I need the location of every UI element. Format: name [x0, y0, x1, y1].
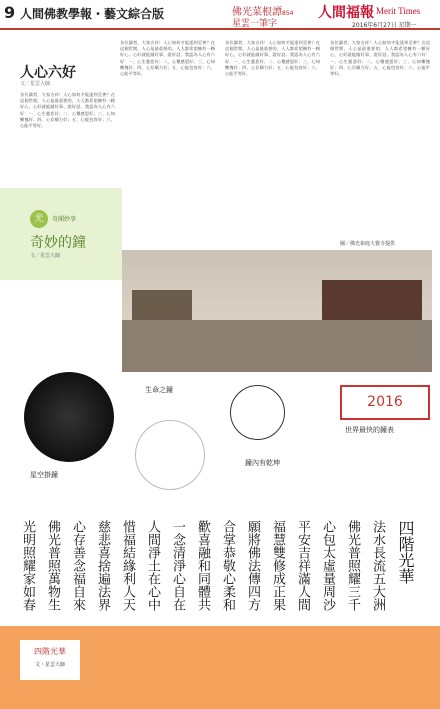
article-title: 人心六好 [20, 65, 76, 81]
column-author: 星雲一筆字 [232, 19, 278, 29]
clock1-title: 生命之鐘 [145, 386, 173, 394]
moon-clock [24, 372, 114, 462]
qiwen-title: 奇妙的鐘 [30, 235, 86, 251]
calligraphy-col: 惜福結緣利人天 [120, 520, 135, 611]
cal-number: 2016 [367, 394, 403, 410]
article-body-col3: 各位讀者，大家吉祥！人心如何才能達到至善？在這個世間，人心是最重要的，人人都希望擁有一顆好心，心好就能做好事、說好話。我認為人心有六好：一、心生慈悲好；二、心懷感恩好；三、心知慚愧好；四、心存願力好；五、心能包容好；六、心能平等好。 [225, 40, 320, 77]
photo-caption: 圖／佛光祖庭大覺寺提供 [340, 241, 396, 247]
temple-roof-shape [132, 290, 192, 320]
cal-title: 世界最快的鐘表 [345, 426, 394, 434]
article-author: 文／星雲大師 [20, 81, 51, 87]
calligraphy-col: 法水長流五大洲 [370, 520, 385, 611]
masthead-en: Merit Times [376, 6, 421, 16]
clock2-title: 鐘內有乾坤 [245, 459, 280, 467]
calligraphy-col: 合掌恭敬心柔和 [220, 520, 235, 611]
moon-title: 星空掛鐘 [30, 471, 58, 479]
issue-date: 2016年6月27日 星期一 [352, 22, 417, 29]
calligraphy-col: 佛光普照萬物生 [45, 520, 60, 611]
footer-author: 文・星雲大師 [34, 662, 65, 668]
calligraphy-col: 慈悲喜捨遍法界 [95, 520, 110, 611]
calligraphy-col: 光明照耀家如春 [20, 520, 35, 611]
calligraphy-col: 歡喜融和同體共 [195, 520, 210, 611]
article-body-col2: 各位讀者，大家吉祥！人心如何才能達到至善？在這個世間，人心是最重要的，人人都希望擁有一顆好心，心好就能做好事、說好話。我認為人心有六好：一、心生慈悲好；二、心懷感恩好；三、心知慚愧好；四、心存願力好；五、心能包容好；六、心能平等好。 [120, 40, 215, 77]
page-number: 9 [4, 3, 16, 22]
qiwen-author: 文／星雲大師 [30, 253, 61, 259]
article-body-col4: 各位讀者，大家吉祥！人心如何才能達到至善？在這個世間，人心是最重要的，人人都希望擁有一顆好心，心好就能做好事、說好話。我認為人心有六好：一、心生慈悲好；二、心懷感恩好；三、心知慚愧好；四、心存願力好；五、心能包容好；六、心能平等好。 [330, 40, 430, 77]
article-body-col1: 各位讀者，大家吉祥！人心如何才能達到至善？在這個世間，人心是最重要的，人人都希望擁有一顆好心，心好就能做好事、說好話。我認為人心有六好：一、心生慈悲好；二、心懷感恩好；三、心知慚愧好；四、心存願力好；五、心能包容好；六、心能平等好。 [20, 92, 115, 129]
footer-title: 四階光華 [34, 647, 66, 656]
calligraphy-col: 一念清淨心自在 [170, 520, 185, 611]
calligraphy-col: 人間淨土在心中 [145, 520, 160, 611]
temple-photo [122, 250, 432, 372]
column-name: 佛光菜根譚854 [232, 7, 294, 18]
calligraphy-col: 福慧雙修成正果 [270, 520, 285, 611]
masthead[interactable]: 人間福報 [318, 5, 374, 21]
footer-title-box [20, 640, 80, 680]
section-title: 人間佛教學報・藝文綜合版 [20, 7, 165, 21]
clock-qiankun [230, 385, 285, 440]
calligraphy-col: 平安吉祥滿人間 [295, 520, 310, 611]
clock-life [135, 420, 205, 490]
calligraphy-col: 心包太虛量周沙 [320, 520, 335, 611]
calligraphy-title: 四階光華 [396, 520, 415, 584]
qiwen-label: 奇聞妙事 [52, 216, 77, 223]
qiwen-badge: 光 [30, 210, 48, 228]
calligraphy-col: 佛光普照耀三千 [345, 520, 360, 611]
monument-shape [322, 280, 422, 320]
calligraphy-col: 願將佛法傳四方 [245, 520, 260, 611]
ground-shape [122, 320, 432, 372]
cal-display [340, 385, 430, 420]
calligraphy-area [20, 520, 435, 630]
calligraphy-col: 心存善念福自來 [70, 520, 85, 611]
